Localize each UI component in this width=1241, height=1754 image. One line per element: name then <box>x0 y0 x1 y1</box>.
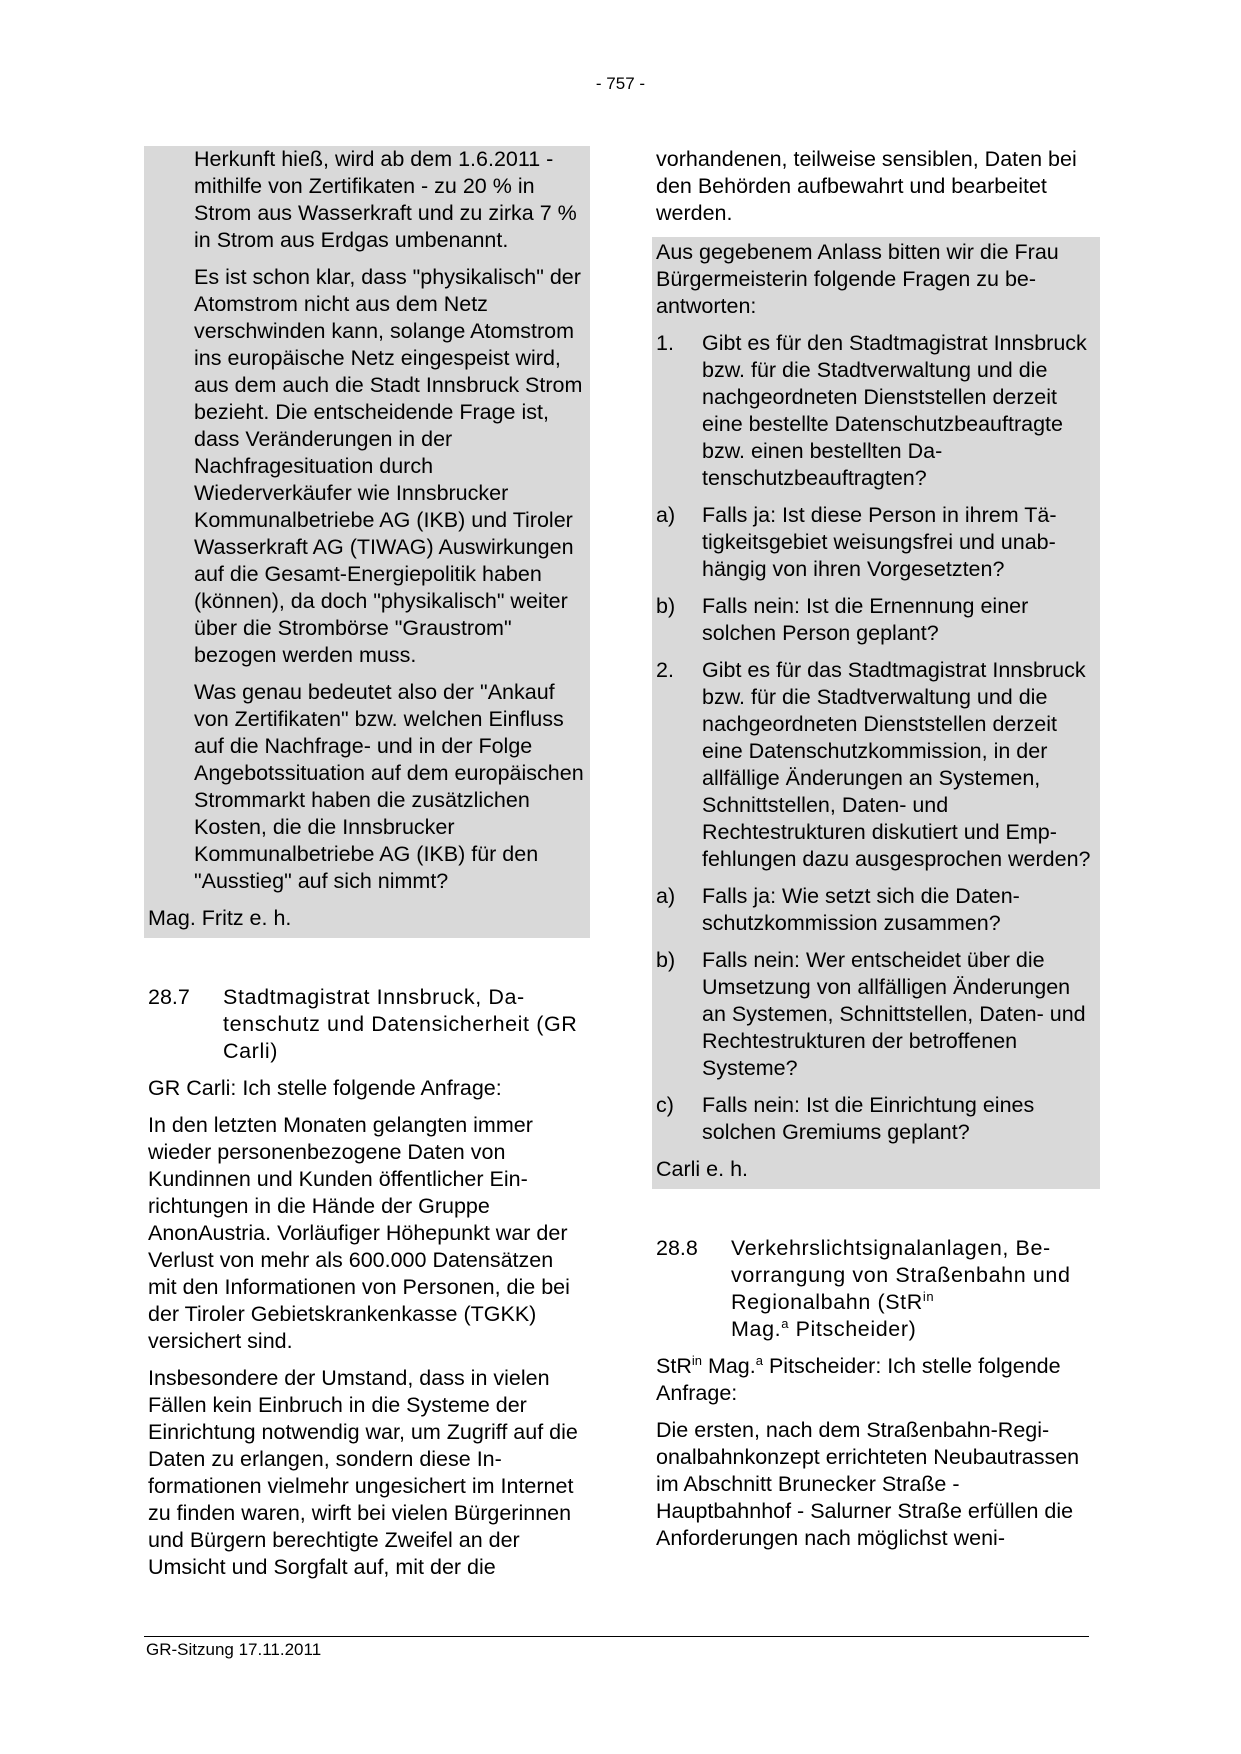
intro-superscript: in <box>691 1352 702 1368</box>
question-text: Falls nein: Ist die Ernennung einer solchen Person geplant? <box>702 594 1029 645</box>
question-label: a) <box>656 884 676 908</box>
inquiry-intro: GR Carli: Ich stelle folgende Anfrage: <box>148 1076 502 1100</box>
section-title-part: Mag. <box>731 1317 782 1341</box>
question-label: b) <box>656 948 676 972</box>
question-text: Falls ja: Ist diese Person in ihrem Tätigkeitsgebiet weisungsfrei und unabhängig von ihren Vorgesetzten? <box>702 503 1057 581</box>
question-item <box>656 1092 1096 1146</box>
intro-superscript: a <box>755 1352 763 1368</box>
box-paragraph: Es ist schon klar, dass "physikalisch" der Atomstrom nicht aus dem Netz verschwinden kann, solange Atomstrom ins europäische Netz eingespeist wird, aus dem auch die Stadt Innsbruck Strom bezieht. Die entscheidende Frage ist, dass Veränderungen in der Nachfragesituation durch Wiederverkäufer wie Innsbrucker Kommunalbetriebe AG (IKB) und Tiroler Wasserkraft AG (TIWAG) Auswirkungen auf die Gesamt-Energiepolitik haben (können), da doch "physikalisch" weiter über die Strombörse "Graustrom" bezogen werden muss. <box>194 265 583 667</box>
box-paragraph: Herkunft hieß, wird ab dem 1.6.2011 - mithilfe von Zertifikaten - zu 20 % in Strom aus Wasserkraft und zu zirka 7 % in Strom aus Erdgas umbenannt. <box>194 147 577 252</box>
question-item <box>656 657 1096 873</box>
quoted-question-box <box>144 146 590 938</box>
footer-rule <box>144 1636 1089 1637</box>
question-item <box>656 330 1096 492</box>
section-title-part: Verkehrslichtsignalanlagen, Bevorrangung von Straßenbahn und Regionalbahn (StR <box>731 1236 1071 1314</box>
question-label: a) <box>656 503 676 527</box>
question-box <box>652 237 1100 1189</box>
section-heading-28-8 <box>656 1235 1096 1343</box>
question-label: 1. <box>656 331 674 355</box>
continuation-paragraph: vorhandenen, teilweise sensiblen, Daten bei den Behörden aufbewahrt und bearbeitet werden. <box>656 147 1077 225</box>
body-paragraph: Insbesondere der Umstand, dass in vielen Fällen kein Einbruch in die Systeme der Einrichtung notwendig war, um Zugriff auf die Daten zu erlangen, sondern diese Informationen vielmehr ungesichert im Internet zu finden waren, wirft bei vielen Bürgerinnen und Bürgern berechtigte Zweifel an der Umsicht und Sorgfalt auf, mit der die <box>148 1366 578 1579</box>
right-column <box>652 146 1100 1562</box>
section-title <box>731 1235 1096 1343</box>
page-number: - 757 - <box>595 74 646 93</box>
question-text: Falls nein: Ist die Einrichtung eines solchen Gremiums geplant? <box>702 1093 1035 1144</box>
title-superscript: a <box>781 1315 790 1331</box>
footer-session-date: GR-Sitzung 17.11.2011 <box>146 1640 322 1659</box>
inquiry-intro <box>656 1353 1096 1407</box>
section-number: 28.8 <box>656 1236 698 1260</box>
box-intro: Aus gegebenem Anlass bitten wir die Frau Bürgermeisterin folgende Fragen zu beantworten: <box>656 240 1059 318</box>
signature: Mag. Fritz e. h. <box>148 906 292 930</box>
question-label: b) <box>656 594 676 618</box>
signature: Carli e. h. <box>656 1157 749 1181</box>
intro-part: Mag. <box>701 1354 756 1378</box>
title-superscript: in <box>922 1288 935 1304</box>
question-item <box>656 593 1096 647</box>
question-text: Falls ja: Wie setzt sich die Datenschutzkommission zusammen? <box>702 884 1020 935</box>
question-text: Gibt es für das Stadtmagistrat Innsbruck bzw. für die Stadtverwaltung und die nachgeordneten Dienststellen derzeit eine Datenschutzkommission, in der allfällige Änderungen an Systemen, Schnittstellen, Daten- und Rechtestrukturen diskutiert und Empfehlungen dazu ausgesprochen werden? <box>702 658 1091 871</box>
question-text: Falls nein: Wer entscheidet über die Umsetzung von allfälligen Änderungen an Systemen, Schnittstellen, Daten- und Rechtestrukturen der betroffenen Systeme? <box>702 948 1086 1080</box>
section-title: Stadtmagistrat Innsbruck, Datenschutz und Datensicherheit (GR Carli) <box>223 985 578 1063</box>
body-paragraph: Die ersten, nach dem Straßenbahn-Regionalbahnkonzept errichteten Neubautrassen im Abschnitt Brunecker Straße - Hauptbahnhof - Salurner Straße erfüllen die Anforderungen nach möglichst weni- <box>656 1418 1080 1550</box>
question-item <box>656 883 1096 937</box>
question-item <box>656 947 1096 1082</box>
question-item <box>656 502 1096 583</box>
question-label: c) <box>656 1093 674 1117</box>
section-number: 28.7 <box>148 985 190 1009</box>
intro-part: Pitscheider: Ich stelle folgende Anfrage: <box>656 1354 1061 1405</box>
question-label: 2. <box>656 658 674 682</box>
section-title-part: Pitscheider) <box>789 1317 917 1341</box>
intro-part: StR <box>656 1354 692 1378</box>
question-text: Gibt es für den Stadtmagistrat Innsbruck bzw. für die Stadtverwaltung und die nachgeordneten Dienststellen derzeit eine bestellte Datenschutzbeauftragte bzw. einen bestellten Datenschutzbeauftragten? <box>702 331 1087 490</box>
section-heading-28-7 <box>148 984 586 1065</box>
box-paragraph: Was genau bedeutet also der "Ankauf von Zertifikaten" bzw. welchen Einfluss auf die Nachfrage- und in der Folge Angebotssituation auf dem europäischen Strommarkt haben die zusätzlichen Kosten, die die Innsbrucker Kommunalbetriebe AG (IKB) für den "Ausstieg" auf sich nimmt? <box>194 680 584 893</box>
body-paragraph: In den letzten Monaten gelangten immer wieder personenbezogene Daten von Kundinnen und Kunden öffentlicher Einrichtungen in die Hände der Gruppe AnonAustria. Vorläufiger Höhepunkt war der Verlust von mehr als 600.000 Datensätzen mit den Informationen von Personen, die bei der Tiroler Gebietskrankenkasse (TGKK) versichert sind. <box>148 1113 570 1353</box>
left-column <box>144 146 590 1591</box>
